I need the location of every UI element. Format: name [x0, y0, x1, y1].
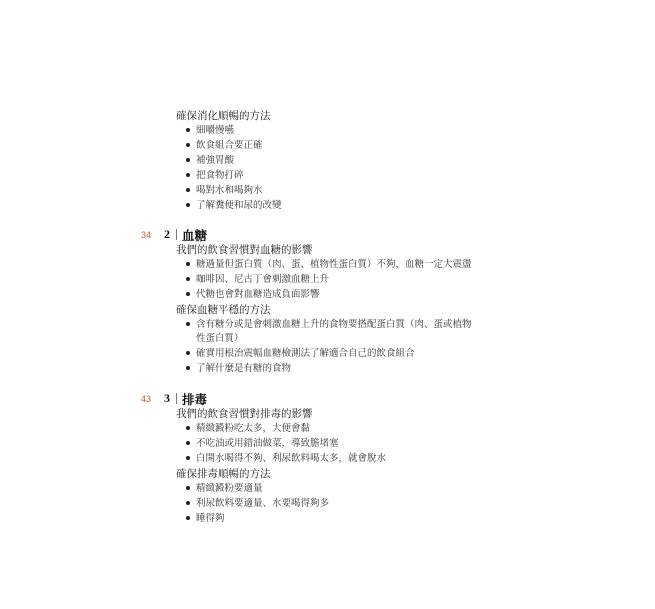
- bullet-dot-icon: [186, 158, 190, 162]
- bullet-dot-icon: [186, 322, 190, 326]
- list-item: 把食物打碎: [186, 169, 244, 183]
- bullet-dot-icon: [186, 262, 190, 266]
- chapter-divider: [176, 229, 177, 240]
- bullet-dot-icon: [186, 128, 190, 132]
- list-item: 睡得夠: [186, 512, 225, 526]
- section-subheading: 我們的飲食習慣對排毒的影響: [176, 408, 313, 420]
- list-item: 細嚼慢嚥: [186, 124, 234, 138]
- section-subheading: 我們的飲食習慣對血糖的影響: [176, 244, 313, 256]
- list-item: 確實用根治震幅血糖檢測法了解適合自己的飲食組合: [186, 347, 415, 361]
- chapter-title: 排毒: [182, 392, 208, 407]
- chapter-divider: [176, 393, 177, 404]
- chapter-number: 3: [164, 391, 170, 405]
- list-item: 喝對水和喝夠水: [186, 184, 263, 198]
- page-number: 43: [141, 394, 152, 404]
- list-item: 了解什麼是有糖的食物: [186, 362, 291, 376]
- bullet-dot-icon: [186, 501, 190, 505]
- section-subheading: 確保血糖平穩的方法: [176, 304, 271, 316]
- list-item: 不吃油或用錯油做菜，導致膽堵塞: [186, 437, 339, 451]
- list-item: 補強胃酸: [186, 154, 234, 168]
- bullet-dot-icon: [186, 486, 190, 490]
- bullet-dot-icon: [186, 292, 190, 296]
- bullet-dot-icon: [186, 426, 190, 430]
- bullet-dot-icon: [186, 516, 190, 520]
- list-item: 白開水喝得不夠、利尿飲料喝太多，就會脫水: [186, 452, 386, 466]
- list-item: 含有糖分或是會刺激血糖上升的食物要搭配蛋白質（肉、蛋或植物: [186, 318, 472, 332]
- list-item: 飲食組合要正確: [186, 139, 263, 153]
- bullet-dot-icon: [186, 277, 190, 281]
- list-item: 代糖也會對血糖造成負面影響: [186, 288, 320, 302]
- list-item: 了解糞便和尿的改變: [186, 199, 282, 213]
- chapter-title: 血糖: [182, 228, 208, 243]
- bullet-dot-icon: [186, 173, 190, 177]
- list-item: 糖過量但蛋白質（肉、蛋、植物性蛋白質）不夠，血糖一定大震盪: [186, 258, 472, 272]
- list-item: 精緻澱粉要適量: [186, 482, 263, 496]
- bullet-dot-icon: [186, 366, 190, 370]
- bullet-dot-icon: [186, 188, 190, 192]
- section-subheading: 確保消化順暢的方法: [176, 110, 271, 122]
- list-item-continuation: 性蛋白質）: [196, 333, 244, 344]
- list-item: 利尿飲料要適量、水要喝得夠多: [186, 497, 329, 511]
- list-item: 咖啡因、尼古丁會刺激血糖上升: [186, 273, 329, 287]
- section-subheading: 確保排毒順暢的方法: [176, 468, 271, 480]
- bullet-dot-icon: [186, 351, 190, 355]
- chapter-number: 2: [164, 227, 170, 241]
- bullet-dot-icon: [186, 441, 190, 445]
- bullet-dot-icon: [186, 143, 190, 147]
- bullet-dot-icon: [186, 456, 190, 460]
- list-item: 精緻澱粉吃太多，大便會黏: [186, 422, 310, 436]
- page-number: 34: [141, 230, 152, 240]
- bullet-dot-icon: [186, 203, 190, 207]
